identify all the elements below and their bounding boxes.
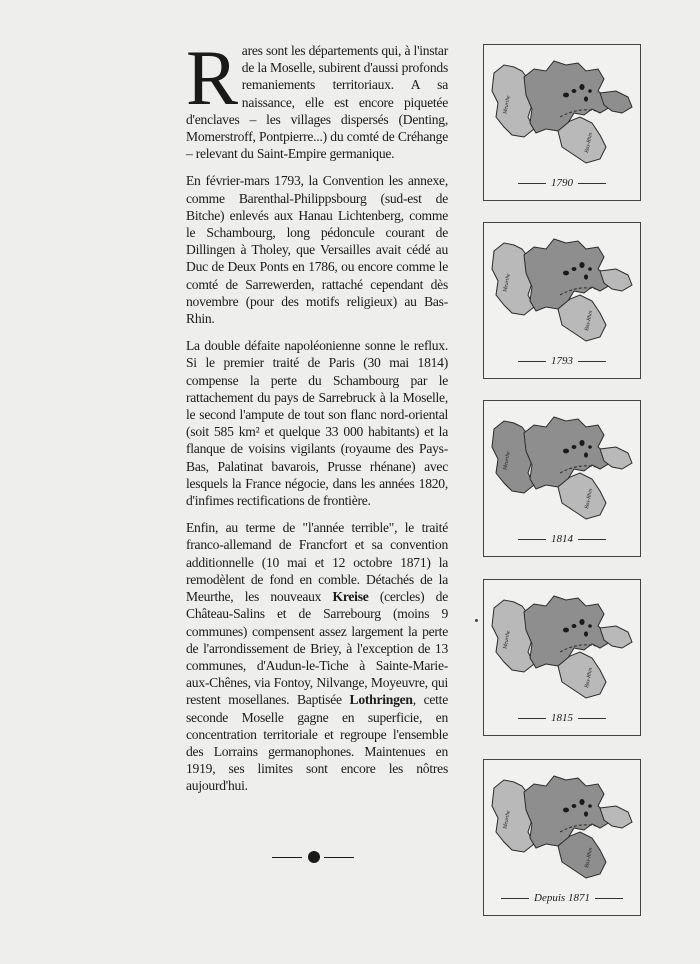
caption-dash-right [595, 898, 623, 899]
paragraph-4-text-a: Enfin, au terme de "l'année terrible", le traité franco-allemand de Francfort et sa convention additionnelle (10 mai et 12 octobre 1871) la remodèlent de fond en comble. Détachés de la Meurthe, les nouveaux [186, 520, 448, 605]
ornament-dot [308, 851, 320, 863]
moselle-map [488, 407, 636, 525]
paragraph-4-text-c: , cette seconde Moselle gagne en superficie, en concentration territoriale et regroupe l'ensemble des Lorrains germanophones. Maintenues en 1919, ses limites sont encore les nôtres aujourd'hui. [186, 692, 448, 794]
caption-dash-right [578, 539, 606, 540]
map-panel-1 [483, 44, 641, 201]
paragraph-3: La double défaite napoléonienne sonne le reflux. Si le premier traité de Paris (30 mai 1814) compense la perte du Schambourg par le rattachement du pays de Sarrebruck à la Moselle, le second l'ampute de tout son flanc nord-oriental (soit 585 km² et quelque 33 000 habitants) et la flanque de voisins vigilants (royaume des Pays-Bas, Palatinat bavarois, Prusse rhénane) avec lesquels la France négocie, dans les années 1820, d'infimes rectifications de frontière. [186, 338, 448, 509]
paragraph-1 [186, 34, 448, 162]
map-caption [484, 533, 640, 545]
moselle-map [488, 586, 636, 704]
map-label-south: Bas-Rhin [583, 847, 595, 869]
map-caption-text: 1793 [551, 355, 573, 367]
map-caption [484, 892, 640, 904]
map-caption-text: 1790 [551, 177, 573, 189]
paragraph-4 [186, 519, 448, 794]
paragraph-2: En février-mars 1793, la Convention les annexe, comme Barenthal-Philippsbourg (sud-est de Bitche) enlevés aux Hanau Lichtenberg, comme le Schambourg, long pédoncule courant de Dillingen à Tholey, que Versailles avait cédé au Duc de Deux Ponts en 1786, ou encore comme le comté de Sarrewerden, rattaché cependant dès novembre (pour des motifs religieux) au Bas-Rhin. [186, 173, 448, 327]
map-caption [484, 355, 640, 367]
map-caption-text: 1815 [551, 712, 573, 724]
caption-dash-left [518, 718, 546, 719]
map-caption [484, 712, 640, 724]
paragraph-4-text-b: (cercles) de Château-Salins et de Sarrebourg (moins 9 communes) compensent assez largement la perte de l'arrondissement de Briey, à l'exception de 13 communes, d'Audun-le-Tiche à Sainte-Marie-aux-Chênes, via Fontoy, Nilvange, Moyeuvre, qui restent mosellanes. Baptisée [186, 589, 448, 708]
map-caption-text: Depuis 1871 [534, 892, 590, 904]
caption-dash-right [578, 361, 606, 362]
map-label-west: Meurthe [502, 95, 512, 115]
term-lothringen: Lothringen [349, 692, 413, 708]
caption-dash-right [578, 183, 606, 184]
map-panel-4 [483, 579, 641, 736]
end-ornament [272, 848, 354, 868]
map-label-west: Meurthe [502, 451, 512, 471]
caption-dash-left [518, 183, 546, 184]
map-panel-2 [483, 222, 641, 379]
map-panel-3 [483, 400, 641, 557]
print-speck [475, 619, 478, 622]
map-panel-5 [483, 759, 641, 916]
map-label-west: Meurthe [502, 273, 512, 293]
ornament-line-right [324, 857, 354, 858]
moselle-map [488, 51, 636, 169]
map-label-south: Bas-Rhin [583, 132, 595, 154]
map-label-south: Bas-Rhin [583, 488, 595, 510]
caption-dash-left [501, 898, 529, 899]
map-label-west: Meurthe [502, 630, 512, 650]
ornament-line-left [272, 857, 302, 858]
map-label-south: Bas-Rhin [583, 310, 595, 332]
paragraph-1-text: ares sont les départements qui, à l'instar de la Moselle, subirent d'aussi profonds remaniements territoriaux. A sa naissance, elle est encore piquetée d'enclaves – les villages dispersés (Denting, Momerstroff, Pontpierre...) du comté de Créhange – relevant du Saint-Empire germanique. [186, 43, 448, 162]
map-caption [484, 177, 640, 189]
moselle-map [488, 229, 636, 347]
map-caption-text: 1814 [551, 533, 573, 545]
moselle-map [488, 766, 636, 884]
caption-dash-left [518, 361, 546, 362]
map-label-west: Meurthe [502, 810, 512, 830]
article-text [186, 34, 448, 805]
map-label-south: Bas-Rhin [583, 667, 595, 689]
term-kreise: Kreise [332, 589, 369, 605]
caption-dash-right [578, 718, 606, 719]
drop-cap: R [186, 34, 238, 121]
caption-dash-left [518, 539, 546, 540]
